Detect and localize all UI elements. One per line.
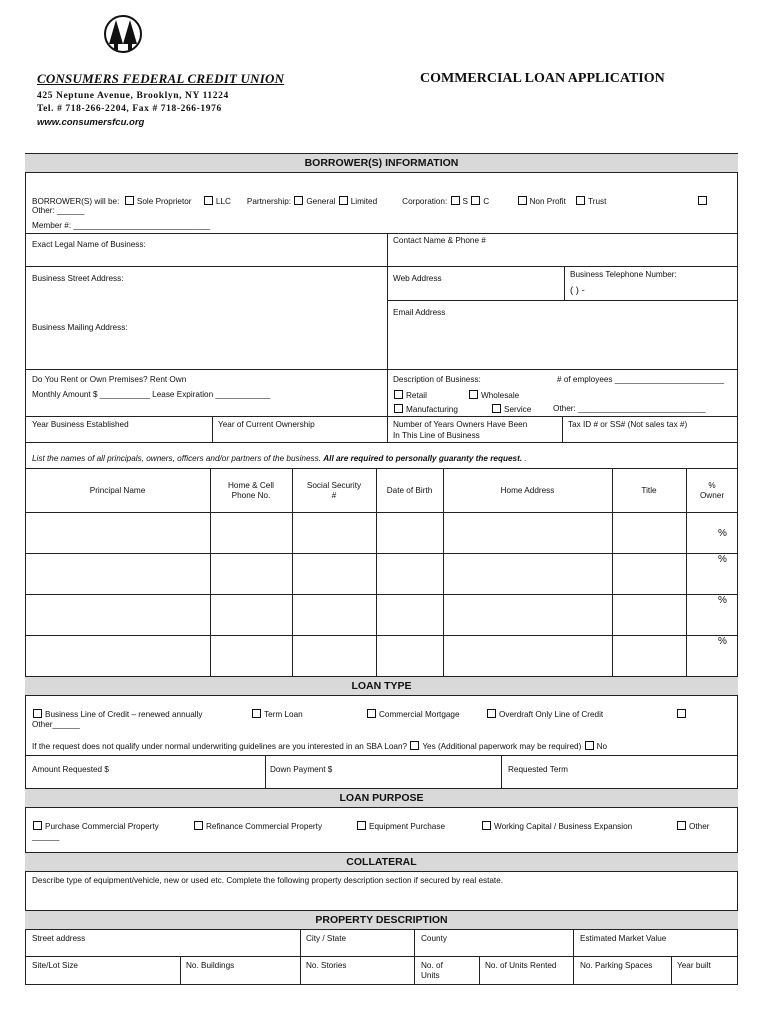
manufacturing-option [393,404,458,415]
purpose-wc-option [481,821,632,832]
checkbox-non-profit[interactable] [518,196,527,205]
principals-note-bold: All are required to personally guaranty the request. [323,454,523,463]
owner-pct-row-4: % [718,636,727,647]
tax-id-label: Tax ID # or SS# (Not sales tax #) [568,420,688,429]
checkbox-corp-s[interactable] [451,196,460,205]
loan-bloc-option [32,709,202,720]
years-in-business-label-1: Number of Years Owners Have Been [393,420,528,429]
loan-term-option [251,709,303,720]
mailing-address-label: Business Mailing Address: [32,323,128,332]
col-owner-1: % [708,481,716,490]
parking-label: No. Parking Spaces [580,961,653,970]
label-term-loan: Term Loan [264,710,303,719]
buildings-label: No. Buildings [186,961,235,970]
col-title: Title [641,486,657,495]
label-corp-s: S [462,197,468,206]
street-address-property-label: Street address [32,934,86,943]
lot-size-label: Site/Lot Size [32,961,78,970]
units-label-2: Units [421,971,440,980]
label-corporation: Corporation: [402,197,448,206]
checkbox-loan-other[interactable] [677,709,686,718]
wholesale-option [468,390,519,401]
label-general: General [306,197,336,206]
stories-label: No. Stories [306,961,347,970]
label-sba-no: No [596,742,608,751]
credit-union-name: CONSUMERS FEDERAL CREDIT UNION [37,71,285,86]
label-non-profit: Non Profit [529,197,566,206]
units-rented-label: No. of Units Rented [485,961,557,970]
checkbox-overdraft[interactable] [487,709,496,718]
purpose-purchase-option [32,821,159,832]
business-description-label: Description of Business: [393,375,481,384]
monthly-lease-label: Monthly Amount $ ___________ Lease Expiration ____________ [32,390,271,399]
checkbox-commercial-mortgage[interactable] [367,709,376,718]
biz-phone-field[interactable]: ( ) - [570,285,585,296]
units-label-1: No. of [421,961,443,970]
col-ssn-2: # [331,491,337,500]
label-commercial-mortgage: Commercial Mortgage [379,710,460,719]
col-ssn-1: Social Security [306,481,362,490]
checkbox-general[interactable] [294,196,303,205]
purpose-other-field[interactable]: ______ [32,832,60,841]
credit-union-logo [103,14,143,54]
label-partnership: Partnership: [246,197,292,206]
checkbox-llc[interactable] [204,196,213,205]
label-corp-c: C [483,197,490,206]
checkbox-term-loan[interactable] [252,709,261,718]
purpose-other-option [676,821,709,832]
label-trust: Trust [588,197,607,206]
borrower-other-field[interactable]: Other: ______ [32,206,85,215]
col-dob: Date of Birth [386,486,433,495]
owner-pct-row-2: % [718,554,727,565]
owner-pct-row-1: % [718,528,727,539]
member-number-field[interactable]: Member #: ______________________________ [32,221,211,230]
sba-question [32,741,607,752]
checkbox-sba-yes[interactable] [410,741,419,750]
checkbox-wholesale[interactable] [469,390,478,399]
checkbox-refinance[interactable] [194,821,203,830]
principals-note [32,454,527,464]
label-limited: Limited [350,197,378,206]
checkbox-purchase-property[interactable] [33,821,42,830]
checkbox-service[interactable] [492,404,501,413]
label-llc: LLC [215,197,231,206]
label-manufacturing: Manufacturing [406,405,458,414]
street-address-label: Business Street Address: [32,274,124,283]
year-built-label: Year built [677,961,711,970]
label-bloc: Business Line of Credit – renewed annually [45,710,203,719]
label-purchase-property: Purchase Commercial Property [45,822,159,831]
label-refinance: Refinance Commercial Property [206,822,323,831]
col-principal-name: Principal Name [89,486,146,495]
checkbox-limited[interactable] [339,196,348,205]
section-collateral-heading: COLLATERAL [25,852,738,872]
credit-union-website: www.consumersfcu.org [37,117,145,128]
principals-note-end: . [522,454,527,463]
other-description-field[interactable]: Other: ____________________________ [553,404,706,413]
rent-own-label: Do You Rent or Own Premises? Rent Own [32,375,187,384]
checkbox-equipment[interactable] [357,821,366,830]
loan-od-option [486,709,603,720]
year-established-label: Year Business Established [32,420,129,429]
loan-other-field[interactable]: Other______ [32,720,80,729]
purpose-refi-option [193,821,322,832]
market-value-label: Estimated Market Value [580,934,667,943]
requested-term-label: Requested Term [508,765,568,774]
label-wholesale: Wholesale [481,391,520,400]
sba-question-text: If the request does not qualify under normal underwriting guidelines are you interested in an SBA Loan? [32,742,408,751]
checkbox-other-borrower[interactable] [698,196,707,205]
section-loan-purpose-heading: LOAN PURPOSE [25,788,738,808]
section-loan-type-heading: LOAN TYPE [25,676,738,696]
label-overdraft: Overdraft Only Line of Credit [499,710,604,719]
section-borrower-heading: BORROWER(S) INFORMATION [25,153,738,173]
col-phone-1: Home & Cell [228,481,274,490]
amount-requested-label: Amount Requested $ [32,765,109,774]
label-retail: Retail [406,391,427,400]
borrower-options-row [32,196,606,207]
col-owner-2: Owner [699,491,725,500]
label-working-capital: Working Capital / Business Expansion [494,822,633,831]
checkbox-sba-no[interactable] [585,741,594,750]
web-address-label: Web Address [393,274,442,283]
label-purpose-other: Other [689,822,710,831]
county-label: County [421,934,447,943]
col-home-address: Home Address [500,486,555,495]
email-label: Email Address [393,308,446,317]
credit-union-address: 425 Neptune Avenue, Brooklyn, NY 11224 [37,91,229,101]
label-sole-proprietor: Sole Proprietor [136,197,192,206]
loan-cm-option [366,709,460,720]
down-payment-label: Down Payment $ [270,765,333,774]
biz-phone-label: Business Telephone Number: [570,270,677,279]
label-service: Service [504,405,532,414]
credit-union-phone-fax: Tel. # 718-266-2204, Fax # 718-266-1976 [37,104,222,114]
year-ownership-label: Year of Current Ownership [218,420,315,429]
checkbox-bloc[interactable] [33,709,42,718]
collateral-description: Describe type of equipment/vehicle, new or used etc. Complete the following property description section if secured by real estate. [32,876,504,885]
checkbox-sole-proprietor[interactable] [125,196,134,205]
checkbox-working-capital[interactable] [482,821,491,830]
legal-name-label: Exact Legal Name of Business: [32,240,146,249]
principals-note-text: List the names of all principals, owners, officers and/or partners of the business. [32,454,321,463]
form-title: COMMERCIAL LOAN APPLICATION [420,71,665,86]
checkbox-purpose-other[interactable] [677,821,686,830]
years-in-business-label-2: In This Line of Business [393,431,480,440]
checkbox-retail[interactable] [394,390,403,399]
checkbox-manufacturing[interactable] [394,404,403,413]
col-phone-2: Phone No. [231,491,271,500]
purpose-equip-option [356,821,445,832]
contact-label: Contact Name & Phone # [393,236,486,245]
service-option [491,404,531,415]
retail-option [393,390,427,401]
employees-label: # of employees ________________________ [557,375,725,384]
city-state-label: City / State [306,934,347,943]
label-sba-yes: Yes (Additional paperwork may be required) [422,742,582,751]
owner-pct-row-3: % [718,595,727,606]
borrower-will-be-label: BORROWER(S) will be: [32,197,120,206]
checkbox-trust[interactable] [576,196,585,205]
section-property-heading: PROPERTY DESCRIPTION [25,910,738,930]
checkbox-corp-c[interactable] [471,196,480,205]
label-equipment: Equipment Purchase [369,822,446,831]
